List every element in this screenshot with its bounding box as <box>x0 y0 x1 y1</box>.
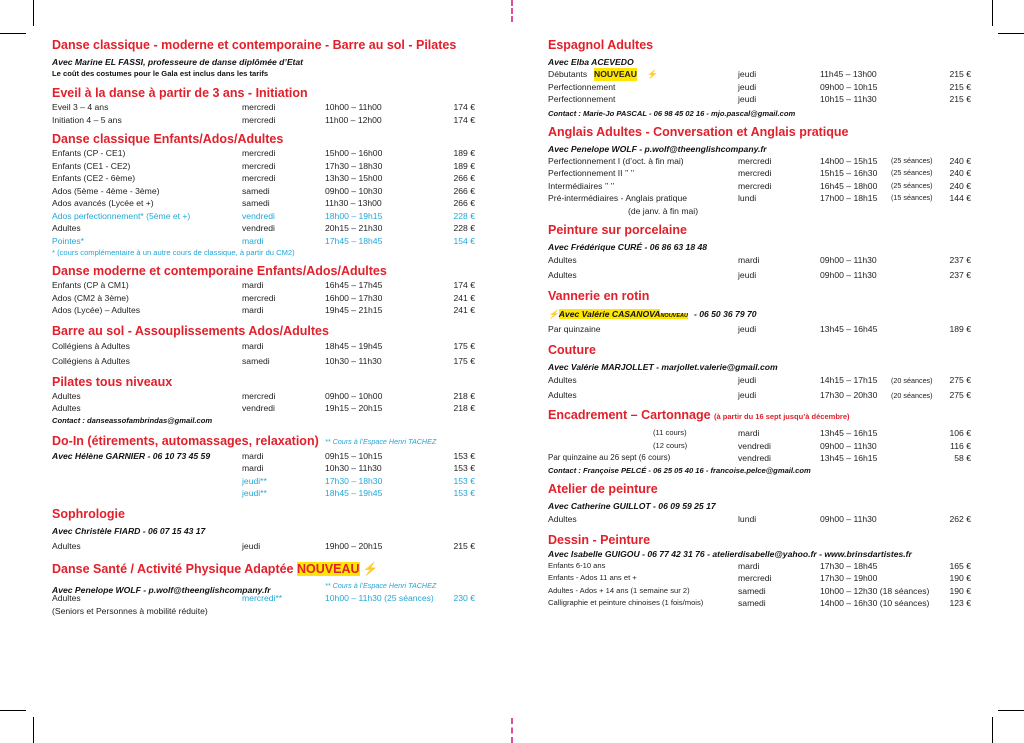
time-cell: 13h45 – 16h45 <box>820 324 878 334</box>
section-title: Encadrement – Cartonnage (à partir du 16 sept jusqu’à décembre) <box>548 408 850 422</box>
section-title-text: Danse Santé / Activité Physique Adaptée <box>52 562 294 576</box>
section-title: Pilates tous niveaux <box>52 374 173 389</box>
day-cell: mercredi <box>242 114 276 125</box>
section-title: Danse classique Enfants/Ados/Adultes <box>52 132 284 146</box>
section-title <box>52 562 477 577</box>
table-row <box>52 487 477 500</box>
day-cell: jeudi <box>738 81 757 92</box>
teacher-line: Avec Christèle FIARD - 06 07 15 43 17 <box>52 525 206 536</box>
course-cell: Enfants (CE1 - CE2) <box>52 160 131 171</box>
table-row <box>548 572 973 585</box>
price-cell: 190 € <box>949 573 971 583</box>
crop-mark <box>0 33 26 34</box>
section-header <box>52 434 477 449</box>
time-cell: 13h30 – 15h00 <box>325 173 383 183</box>
price-cell: 174 € <box>453 102 475 112</box>
table-row <box>548 322 973 337</box>
time-cell: 14h00 – 15h15 <box>820 155 878 166</box>
price-cell: 144 € <box>949 193 971 203</box>
time-cell: 15h15 – 16h30 <box>820 168 878 178</box>
time-cell: 18h00 – 19h15 <box>325 210 383 221</box>
day-cell: vendredi <box>738 440 771 451</box>
price-cell: 230 € <box>453 593 475 603</box>
section-title: Couture <box>548 343 596 357</box>
lightning-bolt-icon: ⚡ <box>362 562 379 576</box>
day-cell: vendredi <box>242 223 275 233</box>
table-row <box>52 279 477 292</box>
crop-mark <box>998 33 1024 34</box>
course-cell: Adultes <box>52 223 81 233</box>
price-cell: 174 € <box>453 280 475 290</box>
table-row <box>52 147 477 160</box>
price-cell: 58 € <box>954 453 971 463</box>
course-cell: Enfants (CE2 - 6ème) <box>52 173 136 183</box>
course-cell: Débutants <box>548 69 588 79</box>
section-title: Barre au sol - Assouplissements Ados/Adultes <box>52 323 329 338</box>
table-row <box>548 585 973 598</box>
price-cell: 228 € <box>453 223 475 233</box>
course-cell: Enfants (CP à CM1) <box>52 280 129 290</box>
course-cell: Collégiens à Adultes <box>52 355 130 366</box>
course-cell: Ados (Lycée) – Adultes <box>52 305 141 315</box>
price-cell: 215 € <box>453 540 475 551</box>
price-cell: 175 € <box>453 340 475 351</box>
price-cell: 215 € <box>949 69 971 79</box>
price-cell: 275 € <box>949 375 971 385</box>
new-badge: NOUVEAU <box>660 313 688 319</box>
course-cell: Perfectionnement I (d’oct. à fin mai) <box>548 155 684 166</box>
sessions-cell: (25 séances) <box>891 155 933 165</box>
day-cell: mercredi <box>738 573 772 583</box>
crop-mark <box>992 0 993 26</box>
day-cell: mercredi <box>242 102 276 112</box>
teacher-line: Avec Penelope WOLF - p.wolf@theenglishcompany.fr <box>52 585 271 595</box>
section-title: Danse moderne et contemporaine Enfants/Ados/Adultes <box>52 264 387 278</box>
table-row <box>52 185 477 198</box>
teacher-line: Avec Frédérique CURÉ - 06 86 63 18 48 <box>548 242 708 252</box>
time-cell: 17h30 – 19h00 <box>820 573 878 583</box>
table-row <box>52 160 477 173</box>
price-cell: 153 € <box>453 488 475 498</box>
teacher-line: Avec Elba ACEVEDO <box>548 57 634 67</box>
course-cell: Adultes <box>548 513 577 524</box>
time-cell: 17h30 – 20h30 <box>820 390 878 400</box>
section-title: Dessin - Peinture <box>548 532 651 547</box>
new-badge: NOUVEAU <box>594 69 637 79</box>
table-row <box>52 222 477 235</box>
day-cell: samedi <box>738 585 766 596</box>
course-cell: Perfectionnement <box>548 94 616 104</box>
teacher-line: Avec Catherine GUILLOT - 06 09 59 25 17 <box>548 500 716 511</box>
table-row <box>52 114 477 127</box>
sessions-cell: (25 séances) <box>891 180 933 190</box>
fold-mark <box>511 718 515 743</box>
course-cell: Collégiens à Adultes <box>52 340 130 351</box>
course-cell: Adultes <box>52 403 81 413</box>
price-cell: 106 € <box>949 428 971 438</box>
course-cell: Ados (5ème - 4ème - 3ème) <box>52 185 160 196</box>
price-cell: 240 € <box>949 168 971 178</box>
course-cell: Par quinzaine au 26 sept (6 cours) <box>548 453 671 462</box>
teacher-line: ⚡Avec Valérie CASANOVANOUVEAU - 06 50 36 79 70 <box>548 309 757 319</box>
price-cell: 215 € <box>949 94 971 104</box>
course-cell: Adultes <box>52 390 81 401</box>
section-title: Vannerie en rotin <box>548 289 650 303</box>
contact-line: Contact : danseassofambrindas@gmail.com <box>52 415 213 425</box>
time-cell: 13h45 – 16h15 <box>820 428 878 438</box>
section-title: Anglais Adultes - Conversation et Anglais pratique <box>548 124 849 139</box>
table-row <box>52 210 477 223</box>
sessions-cell: (25 séances) <box>891 168 933 177</box>
price-cell: 165 € <box>949 560 971 571</box>
price-cell: 275 € <box>949 390 971 400</box>
day-cell: jeudi <box>738 390 757 400</box>
day-cell: mardi <box>242 450 264 461</box>
time-cell: 17h00 – 18h15 <box>820 193 878 203</box>
course-cell: Eveil 3 – 4 ans <box>52 102 109 112</box>
price-cell: 266 € <box>453 173 475 183</box>
day-cell: mercredi** <box>242 593 283 603</box>
day-cell: samedi <box>242 185 270 196</box>
time-cell: 11h30 – 13h00 <box>325 198 382 208</box>
section-title: Espagnol Adultes <box>548 38 654 52</box>
day-cell: mardi <box>242 340 264 351</box>
new-badge: NOUVEAU <box>297 562 360 576</box>
price-cell: 189 € <box>453 148 475 158</box>
table-row <box>52 304 477 317</box>
table-row <box>548 512 973 527</box>
table-row <box>52 592 477 605</box>
table-row <box>52 197 477 210</box>
lightning-bolt-icon: ⚡ <box>647 69 658 79</box>
time-cell: 15h00 – 16h00 <box>325 148 383 158</box>
price-cell: 153 € <box>453 475 475 486</box>
time-cell: 14h00 – 16h30 (10 séances) <box>820 598 930 608</box>
day-cell: lundi <box>738 193 757 203</box>
sessions-cell: (15 séances) <box>891 193 933 202</box>
course-cell: Ados perfectionnement* (5ème et +) <box>52 210 191 221</box>
time-cell: 10h00 – 11h30 (25 séances) <box>325 593 434 603</box>
section-title: Sophrologie <box>52 506 125 521</box>
time-cell: 10h00 – 11h00 <box>325 102 382 112</box>
day-cell: mercredi <box>242 292 276 303</box>
day-cell: jeudi <box>738 94 757 104</box>
table-row <box>52 172 477 185</box>
day-cell: mercredi <box>242 390 276 401</box>
course-cell: Adultes <box>548 390 577 400</box>
course-cell: Intermédiaires ’’ ’’ <box>548 180 615 191</box>
contact-line: Contact : Françoise PELCÉ - 06 25 05 40 16 - francoise.pelce@gmail.com <box>548 465 811 475</box>
extra-line: (de janv. à fin mai) <box>628 205 699 216</box>
section-title: Danse classique - moderne et contemporaine - Barre au sol - Pilates <box>52 38 457 52</box>
table-row <box>548 427 973 440</box>
table-row <box>548 373 973 388</box>
day-cell: samedi <box>242 355 270 366</box>
price-cell: 154 € <box>453 235 475 246</box>
price-cell: 266 € <box>453 185 475 196</box>
table-row <box>548 81 973 94</box>
price-cell: 237 € <box>949 270 971 280</box>
time-cell: 11h45 – 13h00 <box>820 69 877 79</box>
day-cell: mardi <box>738 255 760 265</box>
teacher-line: Avec Penelope WOLF - p.wolf@theenglishcompany.fr <box>548 143 767 154</box>
course-cell: Enfants - Ados 11 ans et + <box>548 573 637 582</box>
table-row <box>52 475 477 488</box>
table-row <box>548 192 973 205</box>
lightning-bolt-icon: ⚡ <box>548 309 559 319</box>
day-cell: samedi <box>242 198 270 208</box>
price-cell: 228 € <box>453 210 475 221</box>
day-cell: mardi <box>242 463 264 473</box>
table-row <box>548 93 973 106</box>
course-cell: Perfectionnement II ’’ ’’ <box>548 168 635 178</box>
time-cell: 09h00 – 10h15 <box>820 81 878 92</box>
price-cell: 153 € <box>453 450 475 461</box>
table-row <box>52 292 477 305</box>
time-cell: 19h00 – 20h15 <box>325 540 383 551</box>
section-title: Eveil à la danse à partir de 3 ans - Initiation <box>52 86 308 100</box>
table-row <box>548 253 973 268</box>
location-note: ** Cours à l’Espace Henri TACHEZ <box>325 436 437 446</box>
table-row <box>52 450 477 463</box>
price-cell: 241 € <box>453 292 475 303</box>
day-cell: vendredi <box>242 210 275 221</box>
course-cell: (12 cours) <box>653 440 688 450</box>
price-cell: 215 € <box>949 81 971 92</box>
price-cell: 175 € <box>453 355 475 366</box>
table-row <box>52 101 477 114</box>
time-cell: 16h45 – 18h00 <box>820 180 878 191</box>
time-cell: 14h15 – 17h15 <box>820 375 878 385</box>
time-cell: 17h30 – 18h45 <box>820 560 878 571</box>
fold-mark <box>511 0 515 22</box>
price-cell: 189 € <box>949 324 971 334</box>
time-cell: 20h15 – 21h30 <box>325 223 383 233</box>
table-row <box>52 339 477 354</box>
course-cell: Adultes <box>548 270 577 280</box>
day-cell: jeudi <box>738 324 757 334</box>
price-cell: 237 € <box>949 255 971 265</box>
right-column <box>548 38 973 610</box>
crop-mark <box>0 710 26 711</box>
teacher-line: Avec Valérie MARJOLLET - marjollet.valerie@gmail.com <box>548 362 778 372</box>
table-row <box>548 155 973 168</box>
time-cell: 17h30 – 18h30 <box>325 475 383 486</box>
day-cell: jeudi** <box>242 475 267 486</box>
title-note: (à partir du 16 sept jusqu’à décembre) <box>714 412 850 421</box>
price-cell: 123 € <box>949 598 971 608</box>
day-cell: mercredi <box>242 148 276 158</box>
table-row <box>52 462 477 475</box>
course-cell: Initiation 4 – 5 ans <box>52 114 122 125</box>
table-row <box>548 388 973 403</box>
time-cell: 09h00 – 10h00 <box>325 390 383 401</box>
time-cell: 11h00 – 12h00 <box>325 114 382 125</box>
extra-line: (Seniors et Personnes à mobilité réduite) <box>52 605 208 616</box>
table-row <box>52 540 477 553</box>
day-cell: mercredi <box>738 155 772 166</box>
table-row <box>52 402 477 415</box>
time-cell: 18h45 – 19h45 <box>325 340 383 351</box>
price-cell: 266 € <box>453 198 475 208</box>
day-cell: vendredi <box>738 453 771 463</box>
time-cell: 17h45 – 18h45 <box>325 235 383 246</box>
crop-mark <box>998 710 1024 711</box>
time-cell: 13h45 – 16h15 <box>820 453 878 463</box>
crop-mark <box>33 717 34 743</box>
day-cell: jeudi <box>738 375 757 385</box>
course-cell: Enfants 6-10 ans <box>548 560 606 570</box>
day-cell: lundi <box>738 513 757 524</box>
price-cell: 189 € <box>453 160 475 171</box>
table-row <box>548 268 973 283</box>
table-row <box>548 180 973 193</box>
day-cell: mardi <box>242 235 264 246</box>
price-cell: 262 € <box>949 513 971 524</box>
time-cell: 09h00 – 11h30 <box>820 270 877 280</box>
course-cell: Adultes <box>548 255 577 265</box>
price-cell: 218 € <box>453 390 475 401</box>
location-note: ** Cours à l’Espace Henri TACHEZ <box>325 581 437 590</box>
time-cell: 09h15 – 10h15 <box>325 450 383 461</box>
price-cell: 190 € <box>949 585 971 596</box>
price-cell: 240 € <box>949 155 971 166</box>
table-row <box>548 68 973 81</box>
time-cell: 16h00 – 17h30 <box>325 292 383 303</box>
time-cell: 09h00 – 11h30 <box>820 255 877 265</box>
price-cell: 174 € <box>453 114 475 125</box>
course-cell: Adultes <box>548 375 577 385</box>
footnote: * (cours complémentaire à un autre cours de classique, à partir du CM2) <box>52 248 295 257</box>
course-cell: Pointes* <box>52 235 85 246</box>
table-row <box>52 390 477 403</box>
time-cell: 19h45 – 21h15 <box>325 305 383 315</box>
course-cell: Adultes <box>52 593 81 603</box>
table-row <box>52 354 477 369</box>
table-row <box>52 235 477 248</box>
day-cell: mardi <box>242 280 264 290</box>
teacher-line: Avec Isabelle GUIGOU - 06 77 42 31 76 - atelierdisabelle@yahoo.fr - www.brinsdartistes.fr <box>548 548 912 559</box>
course-cell: Adultes - Ados + 14 ans (1 semaine sur 2) <box>548 585 690 595</box>
course-cell: Ados (CM2 à 3ème) <box>52 292 129 303</box>
time-cell: 10h30 – 11h30 <box>325 463 382 473</box>
day-cell: jeudi** <box>242 488 267 498</box>
table-row <box>548 560 973 573</box>
day-cell: jeudi <box>242 540 261 551</box>
teacher-line: Avec Marine EL FASSI, professeure de danse diplômée d’Etat <box>52 57 304 67</box>
table-row <box>548 597 973 610</box>
day-cell: vendredi <box>242 403 275 413</box>
time-cell: 09h00 – 10h30 <box>325 185 383 196</box>
time-cell: 10h30 – 11h30 <box>325 355 382 366</box>
course-cell: Adultes <box>52 540 81 551</box>
day-cell: mardi <box>242 305 264 315</box>
crop-mark <box>33 0 34 26</box>
day-cell: jeudi <box>738 69 757 79</box>
course-cell: Par quinzaine <box>548 324 601 334</box>
day-cell: jeudi <box>738 270 757 280</box>
section-title: Atelier de peinture <box>548 481 658 496</box>
price-cell: 241 € <box>453 305 475 315</box>
course-cell: Ados avancés (Lycée et +) <box>52 198 154 208</box>
day-cell: mercredi <box>738 168 772 178</box>
time-cell: 17h30 – 18h30 <box>325 160 383 171</box>
day-cell: mardi <box>738 560 760 571</box>
day-cell: mercredi <box>242 173 276 183</box>
time-cell: 10h15 – 11h30 <box>820 94 877 104</box>
price-cell: 218 € <box>453 403 475 413</box>
day-cell: mardi <box>738 428 760 438</box>
section-title: Peinture sur porcelaine <box>548 223 687 237</box>
time-cell: 10h00 – 12h30 (18 séances) <box>820 585 930 596</box>
table-row <box>548 167 973 180</box>
course-cell: (11 cours) <box>653 428 687 437</box>
time-cell: 16h45 – 17h45 <box>325 280 383 290</box>
table-row <box>548 452 973 465</box>
section-title: Do-In (étirements, automassages, relaxation) <box>52 433 319 448</box>
teacher-line: Avec Hélène GARNIER - 06 10 73 45 59 <box>52 450 211 461</box>
price-cell: 116 € <box>950 440 971 451</box>
table-row <box>548 440 973 453</box>
price-cell: 153 € <box>453 463 475 473</box>
note-line: Le coût des costumes pour le Gala est inclus dans les tarifs <box>52 69 269 78</box>
time-cell: 19h15 – 20h15 <box>325 403 383 413</box>
sessions-cell: (20 séances) <box>891 376 933 385</box>
day-cell: mercredi <box>242 160 276 171</box>
contact-line: Contact : Marie-Jo PASCAL - 06 98 45 02 16 - mjo.pascal@gmail.com <box>548 108 796 118</box>
sessions-cell: (20 séances) <box>891 391 933 400</box>
day-cell: samedi <box>738 598 766 608</box>
course-cell: Perfectionnement <box>548 81 616 92</box>
course-cell: Pré-intermédiaires - Anglais pratique <box>548 193 687 203</box>
crop-mark <box>992 717 993 743</box>
time-cell: 18h45 – 19h45 <box>325 488 383 498</box>
teacher-row <box>52 580 477 595</box>
price-cell: 240 € <box>949 180 971 191</box>
time-cell: 09h00 – 11h30 <box>820 440 877 451</box>
day-cell: mercredi <box>738 180 772 191</box>
course-cell: Calligraphie et peinture chinoises (1 fois/mois) <box>548 598 704 607</box>
left-column <box>52 38 477 617</box>
time-cell: 09h00 – 11h30 <box>820 513 877 524</box>
course-cell: Enfants (CP - CE1) <box>52 148 126 158</box>
